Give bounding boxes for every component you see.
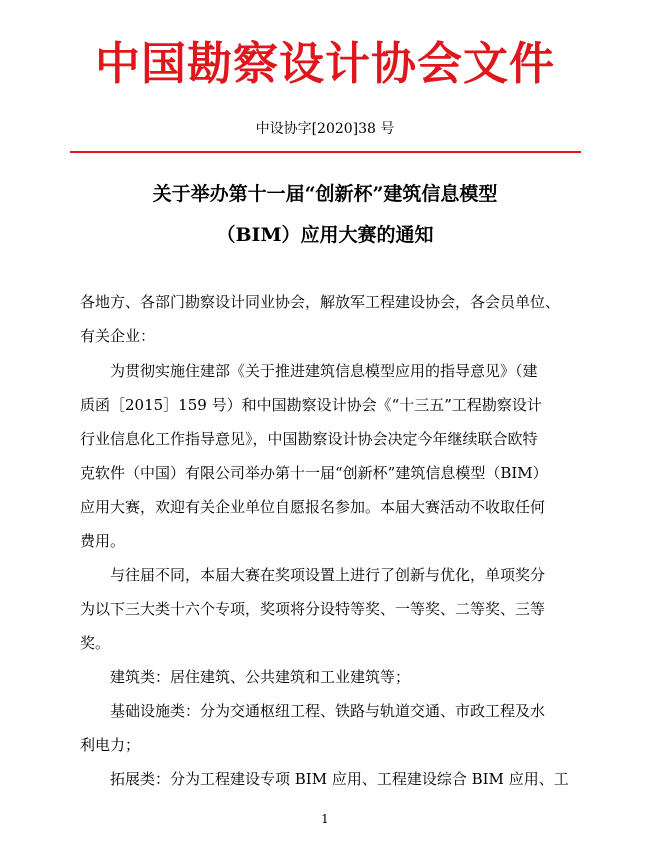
body-line: 质函［2015］159 号）和中国勘察设计协会《“十三五”工程勘察设计 — [80, 396, 542, 414]
body-line: 克软件（中国）有限公司举办第十一届“创新杯”建筑信息模型（BIM） — [80, 464, 548, 482]
body-line: 基础设施类：分为交通枢纽工程、铁路与轨道交通、市政工程及水 — [110, 702, 546, 720]
body-line: 有关企业： — [80, 327, 156, 345]
body-line: 利电力； — [80, 736, 141, 754]
body-line: 应用大赛，欢迎有关企业单位自愿报名参加。本届大赛活动不收取任何 — [80, 498, 546, 516]
body-line: 与往届不同，本届大赛在奖项设置上进行了创新与优化，单项奖分 — [110, 566, 546, 584]
notice-title-line-2: （BIM）应用大赛的通知 — [216, 224, 434, 246]
body-line: 建筑类：居住建筑、公共建筑和工业建筑等； — [110, 668, 411, 686]
body-line: 费用。 — [80, 532, 126, 550]
body-line: 各地方、各部门勘察设计同业协会，解放军工程建设协会，各会员单位、 — [80, 293, 561, 311]
page-number: 1 — [321, 812, 329, 826]
body-line: 拓展类：分为工程建设专项 BIM 应用、工程建设综合 BIM 应用、工 — [110, 770, 569, 788]
body-line: 为以下三大类十六个专项，奖项将分设特等奖、一等奖、二等奖、三等 — [80, 600, 546, 618]
body-line: 行业信息化工作指导意见》，中国勘察设计协会决定今年继续联合欧特 — [80, 430, 538, 448]
document-header-title: 中国勘察设计协会文件 — [94, 37, 555, 90]
body-line: 为贯彻实施住建部《关于推进建筑信息模型应用的指导意见》（建 — [110, 362, 538, 380]
body-line: 奖。 — [80, 634, 111, 652]
document-number: 中设协字[2020]38 号 — [255, 121, 395, 137]
notice-title-line-1: 关于举办第十一届“创新杯”建筑信息模型 — [152, 183, 498, 205]
header-divider — [70, 151, 581, 153]
